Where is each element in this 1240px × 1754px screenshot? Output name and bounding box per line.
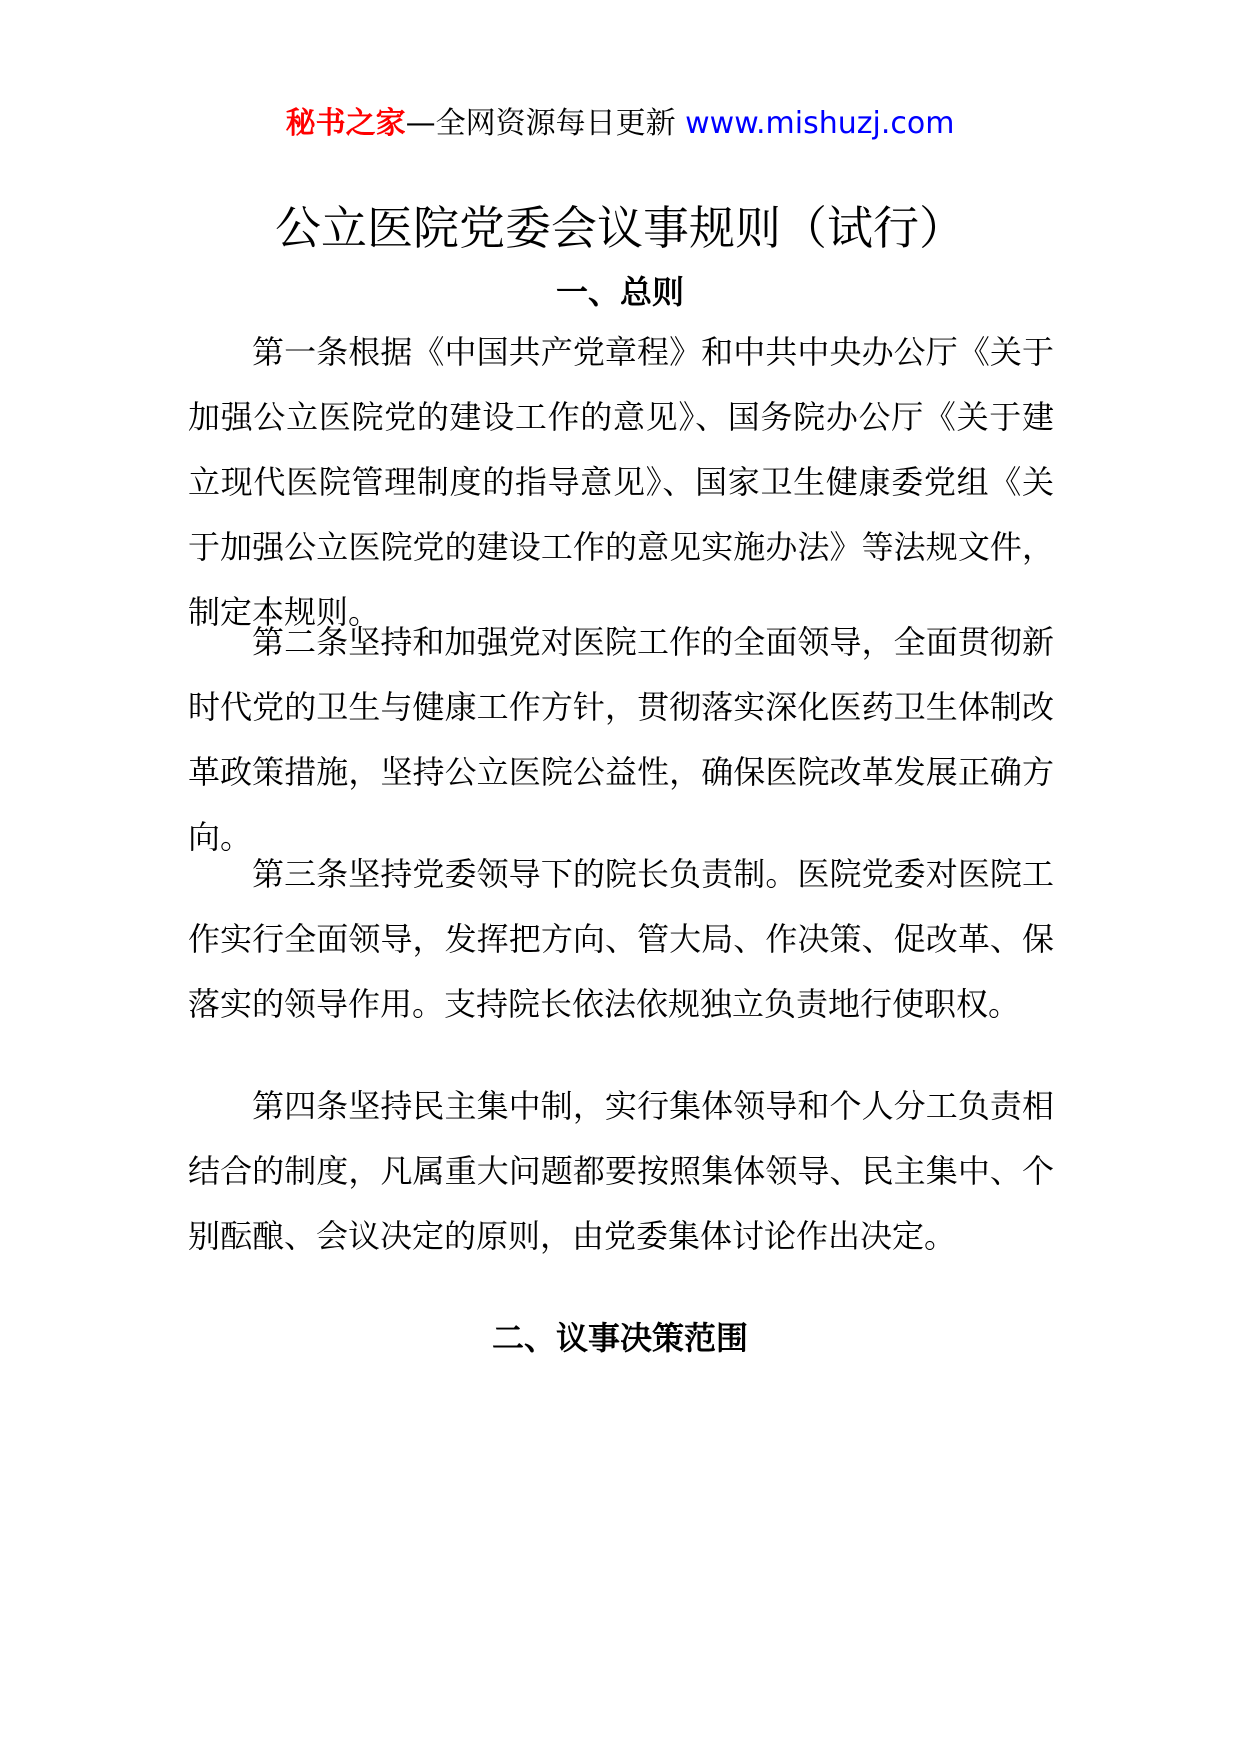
paragraph-article-1: 第一条根据《中国共产党章程》和中共中央办公厅《关于加强公立医院党的建设工作的意见》、国务院办公厅《关于建立现代医院管理制度的指导意见》、国家卫生健康委党组《关于加强公立医院党的建设工作的意见实施办法》等法规文件，制定本规则。 — [188, 333, 1054, 631]
site-url-link[interactable]: www.mishuzj.com — [685, 106, 955, 141]
paragraph-article-4: 第四条坚持民主集中制，实行集体领导和个人分工负责相结合的制度，凡属重大问题都要按照集体领导、民主集中、个别酝酿、会议决定的原则，由党委集体讨论作出决定。 — [188, 1087, 1054, 1255]
section-heading-general: 一、总则 — [555, 273, 684, 311]
brand-name: 秘书之家 — [285, 106, 406, 141]
header-slogan: —全网资源每日更新 — [405, 106, 686, 141]
paragraph-article-2: 第二条坚持和加强党对医院工作的全面领导，全面贯彻新时代党的卫生与健康工作方针，贯彻落实深化医药卫生体制改革政策措施，坚持公立医院公益性，确保医院改革发展正确方向。 — [188, 623, 1054, 856]
document-title: 公立医院党委会议事规则（试行） — [275, 201, 965, 255]
section-heading-scope: 二、议事决策范围 — [491, 1319, 748, 1357]
site-header — [0, 100, 1240, 148]
paragraph-article-3: 第三条坚持党委领导下的院长负责制。医院党委对医院工作实行全面领导，发挥把方向、管大局、作决策、促改革、保落实的领导作用。支持院长依法依规独立负责地行使职权。 — [188, 855, 1054, 1023]
